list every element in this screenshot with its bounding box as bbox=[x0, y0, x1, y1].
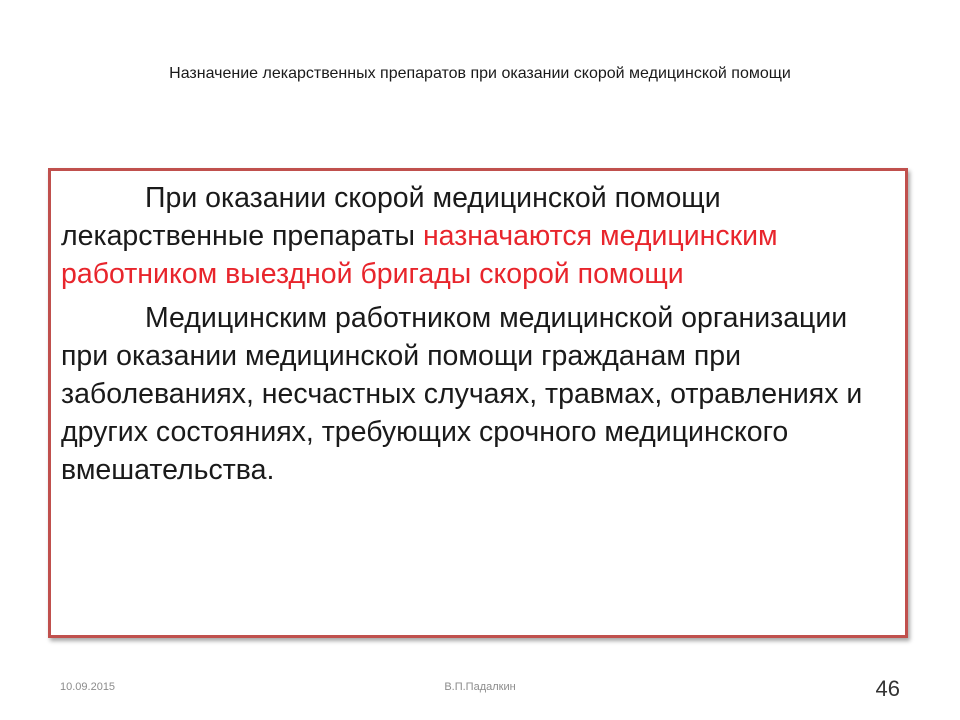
page-number: 46 bbox=[875, 676, 900, 701]
paragraph-1 bbox=[61, 179, 885, 293]
slide-title: Назначение лекарственных препаратов при оказании скорой медицинской помощи bbox=[169, 65, 791, 82]
footer-date: 10.09.2015 bbox=[60, 681, 116, 693]
paragraph-1-text: При оказании скорой медицинской помощи лекарственные препараты bbox=[61, 182, 721, 252]
footer-author: В.П.Падалкин bbox=[444, 681, 516, 693]
content-box bbox=[48, 168, 908, 638]
paragraph-1-highlight: назначаются медицинским работником выездной бригады скорой помощи bbox=[61, 220, 778, 290]
paragraph-2: Медицинским работником медицинской организации при оказании медицинской помощи гражданам при заболеваниях, несчастных случаях, травмах, отравлениях и других состояниях, требующих срочного медицинского вмешательства. bbox=[61, 302, 863, 486]
